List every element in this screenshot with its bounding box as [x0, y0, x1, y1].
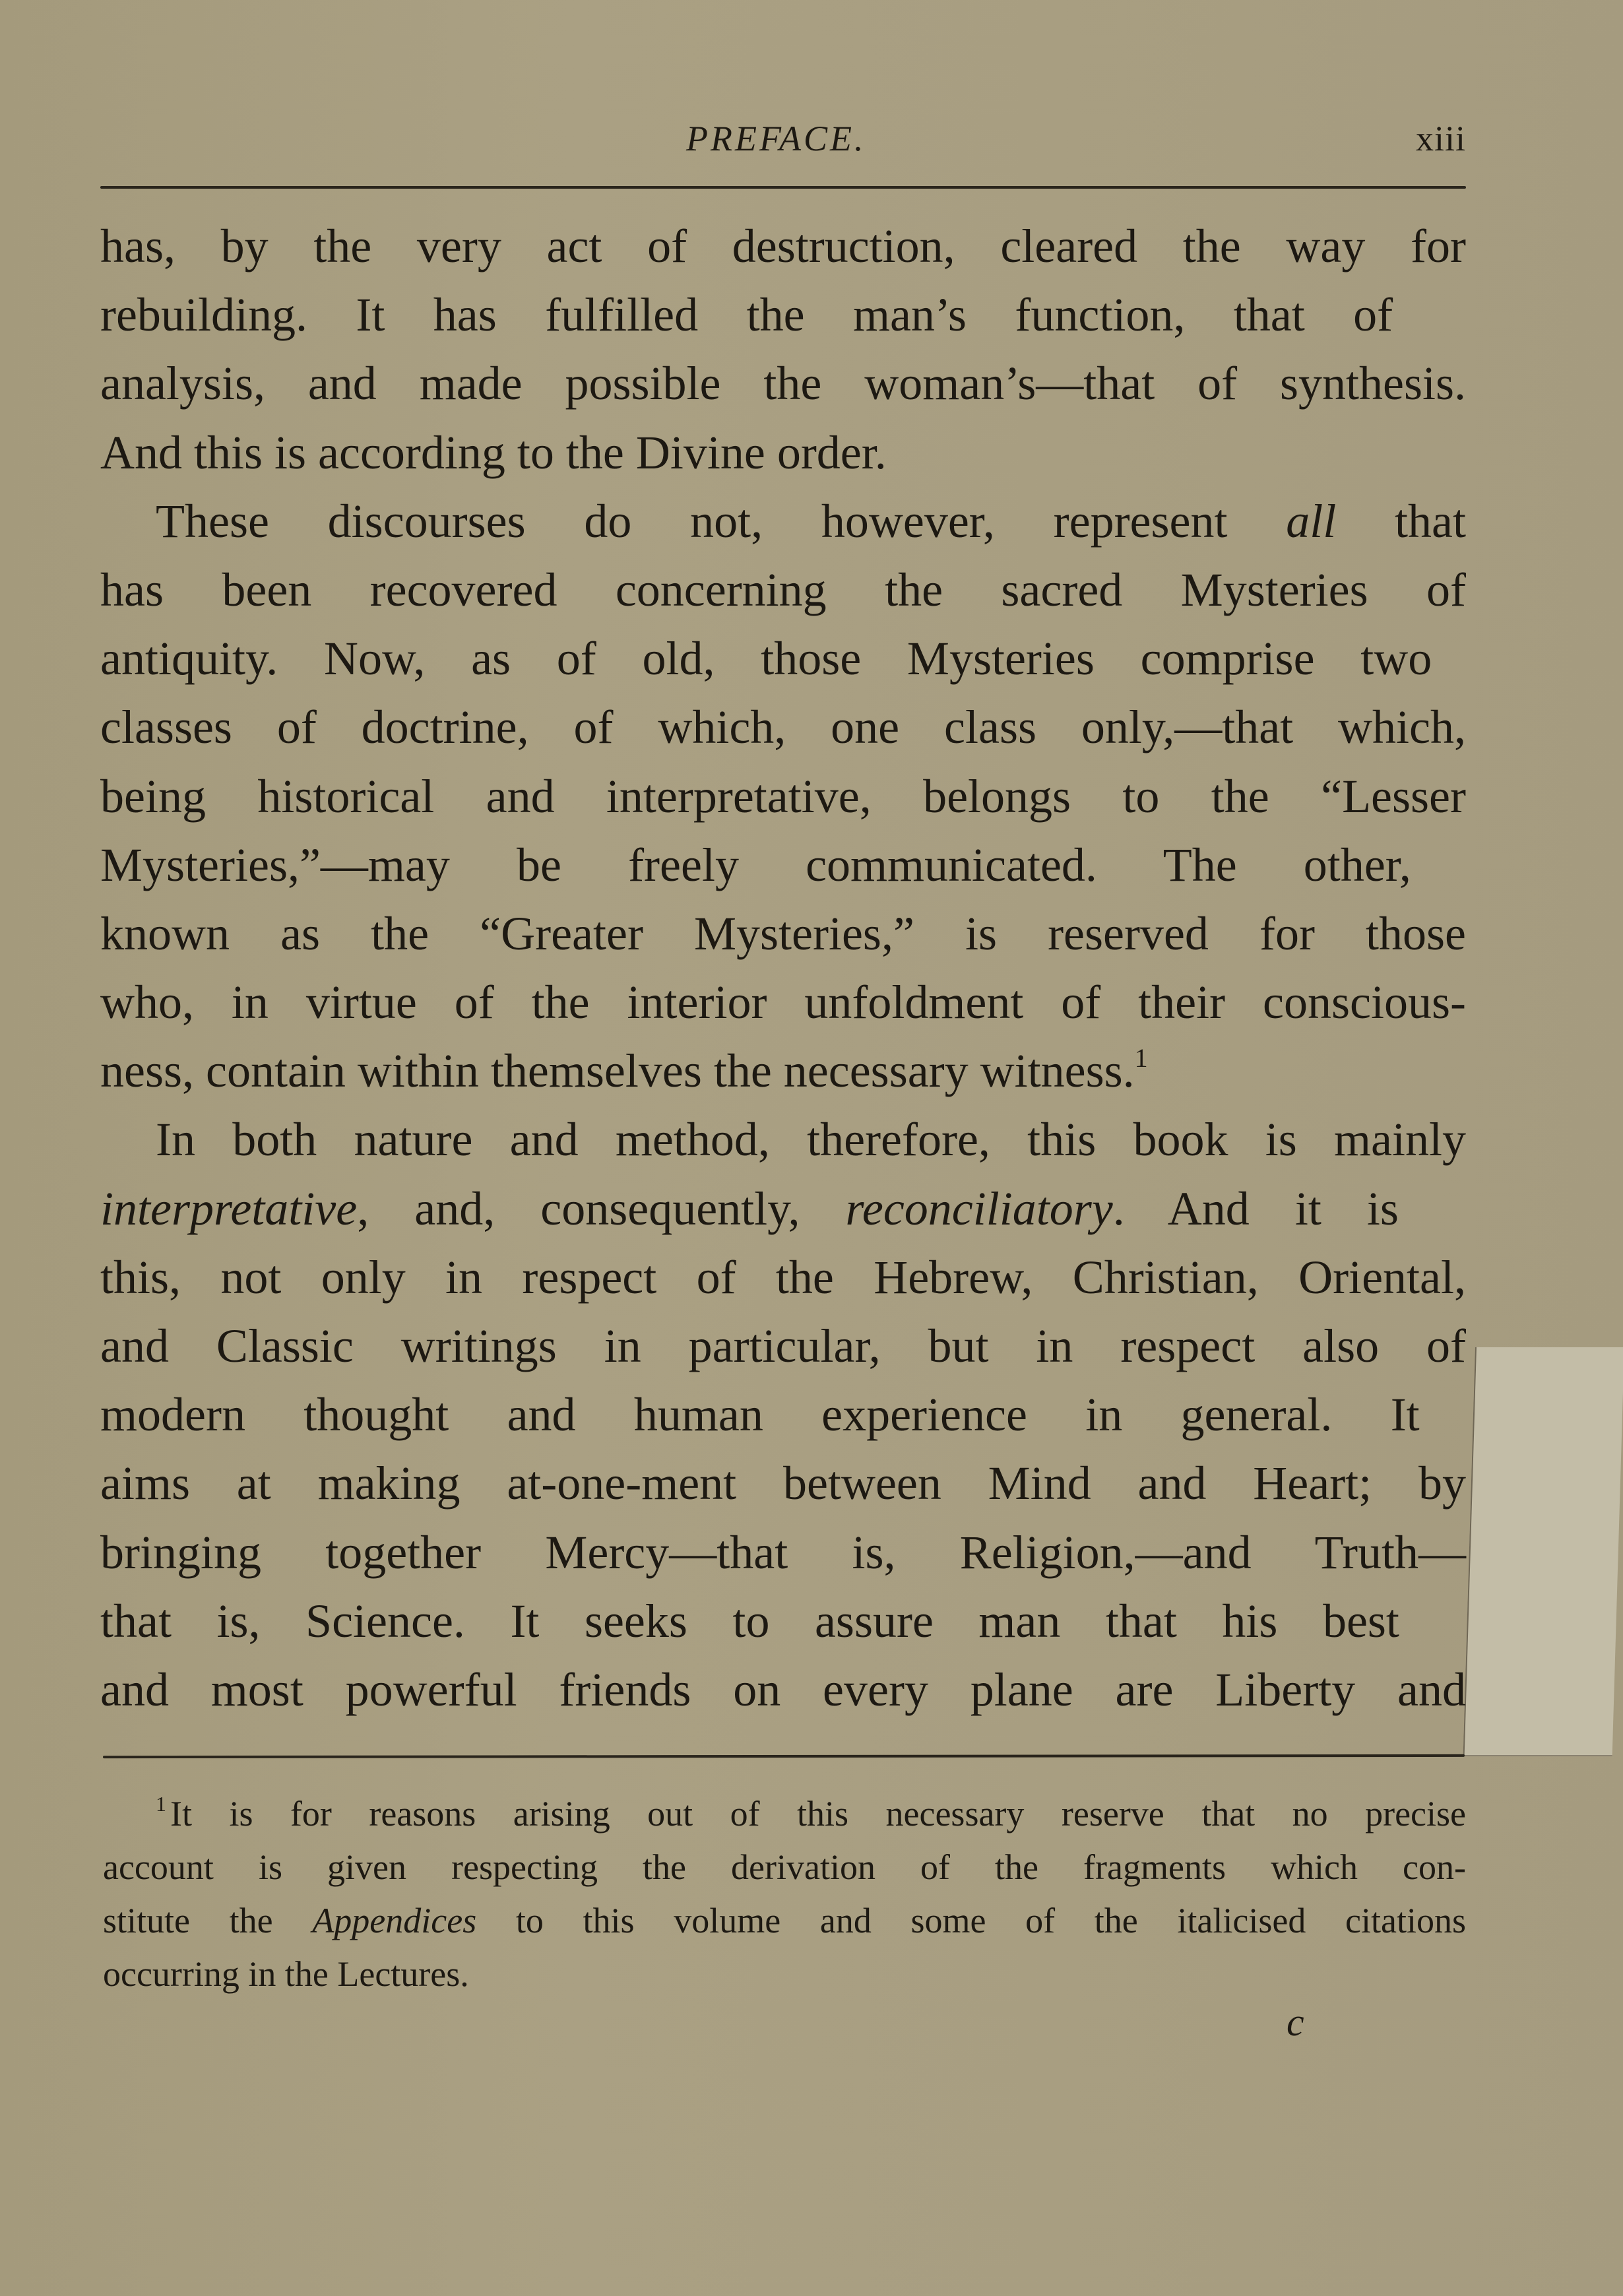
text-span: who, in virtue of the interior unfoldment of their conscious-: [100, 976, 1466, 1029]
body-line: [100, 1655, 1466, 1724]
footnote: [103, 1787, 1466, 2001]
body-line: [100, 212, 1466, 280]
body-line: [100, 1449, 1466, 1517]
text-span: known as the “Greater Mysteries,” is reserved for those: [100, 907, 1466, 960]
text-span: rebuilding. It has fulfilled the man’s function, that of: [100, 288, 1393, 342]
body-line: [100, 1312, 1466, 1380]
text-span: has been recovered concerning the sacred Mysteries of: [100, 563, 1466, 616]
page-number: xiii: [1415, 119, 1466, 158]
text-span: And this is according to the Divine order.: [100, 426, 887, 479]
body-line: [100, 831, 1466, 899]
footnote-line: [103, 1787, 1466, 1841]
text-span: that: [1336, 494, 1466, 548]
body-line: [100, 280, 1466, 349]
body-line: [100, 1036, 1466, 1105]
footnote-line: [103, 1841, 1466, 1894]
body-line: [100, 418, 1466, 487]
text-span: . And it is: [1112, 1182, 1399, 1235]
signature-mark: c: [1287, 2000, 1304, 2044]
body-line: [100, 487, 1466, 556]
text-span: that is, Science. It seeks to assure man that his best: [100, 1594, 1399, 1647]
body-line: [100, 624, 1466, 693]
italic-emphasis: all: [1286, 494, 1337, 548]
text-span: to this volume and some of the italicised citations: [476, 1901, 1466, 1940]
body-line: [100, 1105, 1466, 1174]
text-span: has, by the very act of destruction, cleared the way for: [100, 220, 1466, 272]
text-span: classes of doctrine, of which, one class only,—that which,: [100, 701, 1466, 754]
text-span: Mysteries,”—may be freely communicated. The other,: [100, 838, 1411, 891]
text-span: These discourses do not, however, represent: [156, 494, 1287, 548]
text-span: analysis, and made possible the woman’s—that of synthesis.: [100, 357, 1466, 410]
text-span: modern thought and human experience in general. It: [100, 1388, 1420, 1442]
footnote-marker: 1: [156, 1792, 166, 1816]
body-line: [100, 899, 1466, 968]
body-line: [100, 693, 1466, 761]
body-line: [100, 1380, 1466, 1449]
body-line: [100, 556, 1466, 624]
text-span: antiquity. Now, as of old, those Mysteries comprise two: [100, 632, 1432, 686]
text-span: aims at making at-one-ment between Mind and Heart; by: [100, 1457, 1466, 1510]
text-span: being historical and interpretative, belongs to the “Lesser: [100, 769, 1466, 823]
body-line: [100, 1587, 1466, 1655]
text-span: ness, contain within themselves the necessary witness.: [100, 1044, 1135, 1098]
italic-emphasis: reconciliatory: [845, 1182, 1113, 1235]
text-span: account is given respecting the derivation of the fragments which con-: [103, 1847, 1466, 1887]
italic-emphasis: Appendices: [312, 1901, 477, 1940]
body-line: [100, 1243, 1466, 1312]
footnote-line: [103, 1948, 1466, 2001]
footnote-reference[interactable]: 1: [1134, 1043, 1148, 1073]
text-span: occurring in the Lectures.: [103, 1954, 469, 1994]
running-head: [100, 115, 1466, 162]
text-span: It is for reasons arising out of this necessary reserve that no precise: [170, 1794, 1466, 1834]
body-line: [100, 349, 1466, 418]
header-rule: [100, 186, 1466, 189]
text-span: , and, consequently,: [357, 1182, 846, 1235]
footnote-line: [103, 1894, 1466, 1948]
text-span: and most powerful friends on every plane are Liberty and: [100, 1663, 1466, 1716]
text-span: this, not only in respect of the Hebrew, Christian, Oriental,: [100, 1250, 1466, 1304]
body-line: [100, 1518, 1466, 1587]
text-span: bringing together Mercy—that is, Religion,—and Truth—: [100, 1525, 1466, 1579]
text-span: stitute the: [103, 1901, 313, 1940]
inserted-paper-strip: [1463, 1347, 1623, 1756]
footnote-rule: [103, 1754, 1465, 1758]
body-line: [100, 968, 1466, 1036]
body-line: [100, 1174, 1466, 1243]
italic-emphasis: interpretative: [100, 1182, 358, 1235]
text-span: and Classic writings in particular, but in respect also of: [100, 1320, 1466, 1372]
running-head-title: PREFACE.: [686, 119, 866, 158]
text-span: In both nature and method, therefore, this book is mainly: [156, 1113, 1466, 1166]
body-text: [100, 212, 1466, 1724]
body-line: [100, 762, 1466, 831]
